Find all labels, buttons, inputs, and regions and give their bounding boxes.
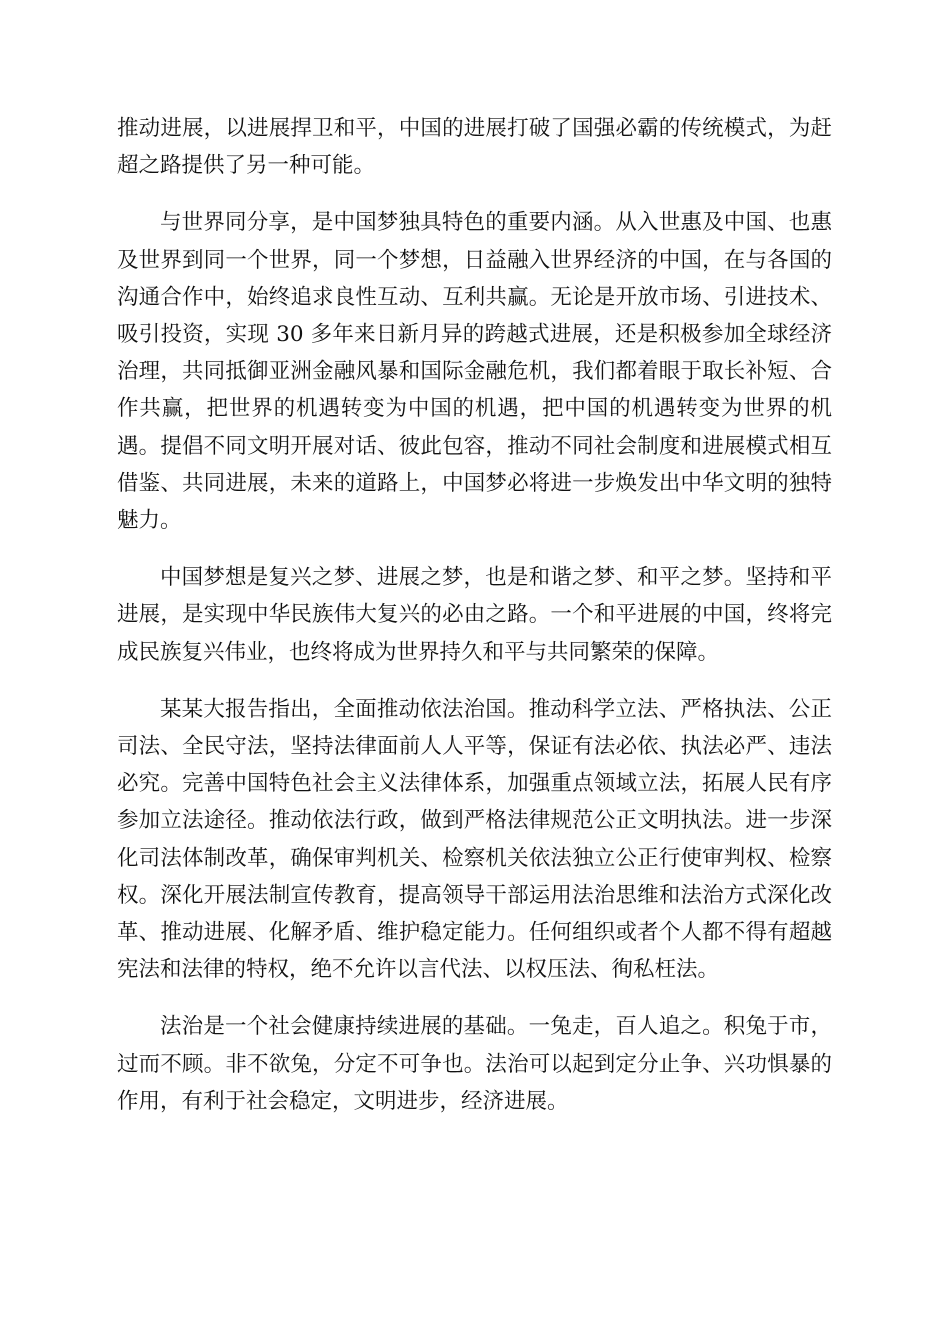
paragraph-continuation: 推动进展，以进展捍卫和平，中国的进展打破了国强必霸的传统模式，为赶超之路提供了另一种可能。	[117, 116, 832, 179]
paragraph-peaceful-development: 中国梦想是复兴之梦、进展之梦，也是和谐之梦、和平之梦。坚持和平进展，是实现中华民族伟大复兴的必由之路。一个和平进展的中国，终将完成民族复兴伟业，也终将成为世界持久和平与共同繁荣的保障。	[117, 565, 832, 665]
document-body	[117, 110, 832, 1140]
paragraph-rule-of-law-foundation: 法治是一个社会健康持续进展的基础。一兔走，百人追之。积兔于市，过而不顾。非不欲兔，分定不可争也。法治可以起到定分止争、兴功惧暴的作用，有利于社会稳定，文明进步，经济进展。	[117, 1014, 832, 1114]
paragraph-rule-of-law-report: 某某大报告指出，全面推动依法治国。推动科学立法、严格执法、公正司法、全民守法，坚持法律面前人人平等，保证有法必依、执法必严、违法必究。完善中国特色社会主义法律体系，加强重点领域立法，拓展人民有序参加立法途径。推动依法行政，做到严格法律规范公正文明执法。进一步深化司法体制改革，确保审判机关、检察机关依法独立公正行使审判权、检察权。深化开展法制宣传教育，提高领导干部运用法治思维和法治方式深化改革、推动进展、化解矛盾、维护稳定能力。任何组织或者个人都不得有超越宪法和法律的特权，绝不允许以言代法、以权压法、徇私枉法。	[117, 696, 832, 983]
paragraph-shared-world: 与世界同分享，是中国梦独具特色的重要内涵。从入世惠及中国、也惠及世界到同一个世界，同一个梦想，日益融入世界经济的中国，在与各国的沟通合作中，始终追求良性互动、互利共赢。无论是开放市场、引进技术、吸引投资，实现 30 多年来日新月异的跨越式进展，还是积极参加全球经济治理，共同抵御亚洲金融风暴和国际金融危机，我们都着眼于取长补短、合作共赢，把世界的机遇转变为中国的机遇，把中国的机遇转变为世界的机遇。提倡不同文明开展对话、彼此包容，推动不同社会制度和进展模式相互借鉴、共同进展，未来的道路上，中国梦必将进一步焕发出中华文明的独特魅力。	[117, 210, 832, 534]
